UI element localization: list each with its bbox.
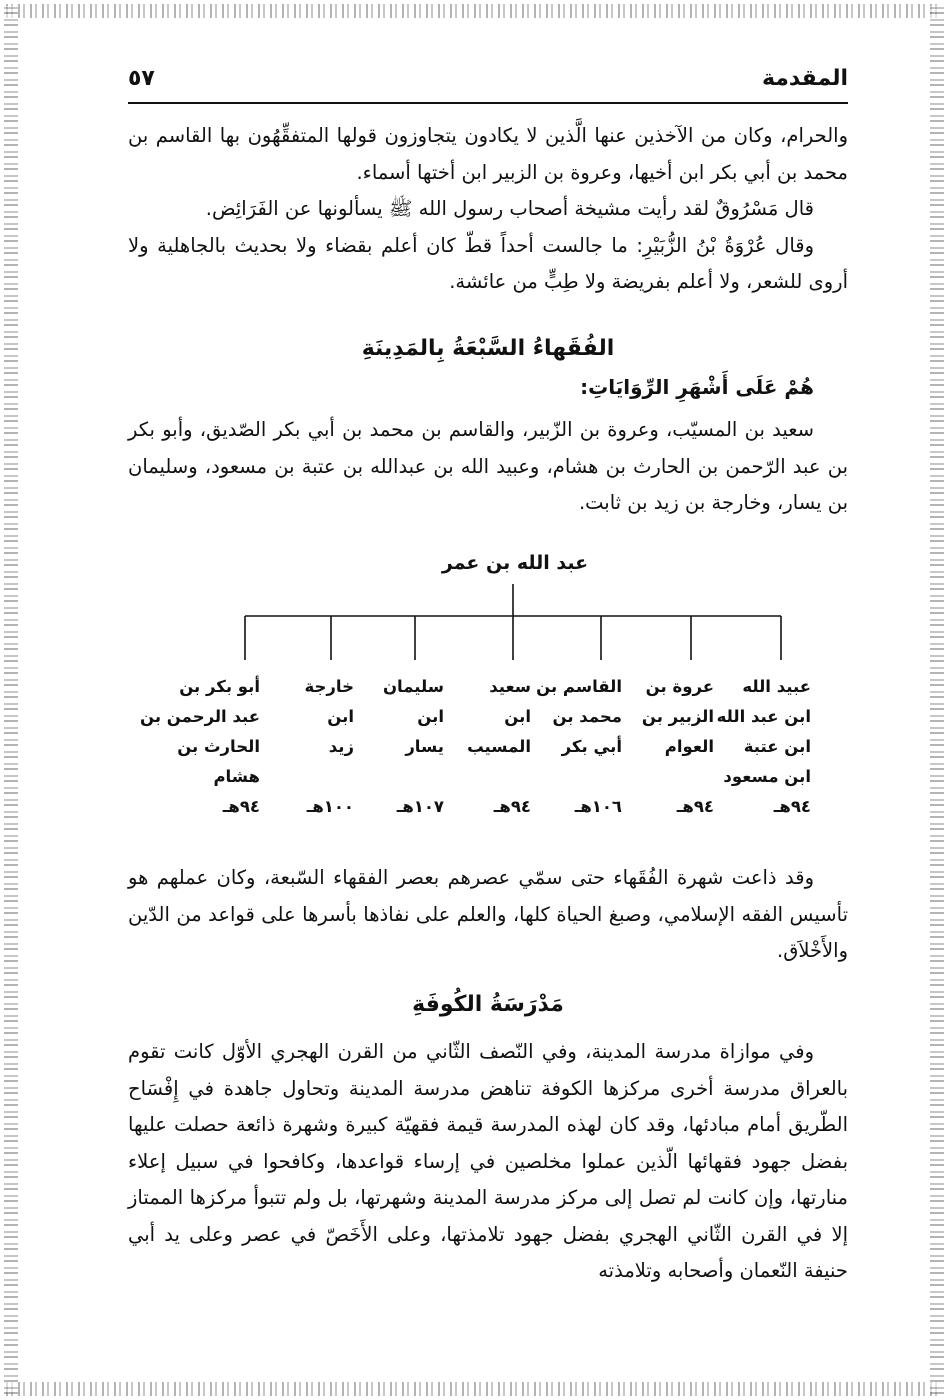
node-line: هشام	[213, 767, 260, 786]
node-line: يسار	[405, 737, 444, 756]
node-line: عبيد الله	[742, 677, 811, 696]
node-death-year: ٩٤هـ	[676, 797, 714, 816]
node-line: العوام	[664, 737, 714, 756]
node-line: سليمان	[382, 677, 444, 696]
paragraph-4: سعيد بن المسيّب، وعروة بن الزّبير، والقاسم بن محمد بن أبي بكر الصّديق، وأبو بكر بن عبد الرّحمن بن الحارث بن هشام، وعبيد الله بن عبدالله بن عتبة بن مسعود، وسليمان بن يسار، وخارجة بن زيد بن ثابت.	[128, 418, 848, 514]
jurist-node-6	[305, 672, 354, 822]
node-death-year: ٩٤هـ	[773, 797, 811, 816]
node-line: خارجة	[304, 677, 354, 696]
jurist-node-2	[642, 672, 714, 822]
header-title: المقدمة	[761, 66, 848, 91]
node-line: أبو بكر بن	[179, 677, 260, 696]
node-death-year: ٩٤هـ	[493, 797, 531, 816]
node-line: ابن	[417, 707, 444, 726]
node-line: سعيد	[489, 677, 531, 696]
node-line: ابن	[327, 707, 354, 726]
paragraph-3: وقال عُرْوَةُ بْنُ الزُّبَيْرِ: ما جالست أحداً قطّ كان أعلم بقضاء ولا بحديث بالجاهلية ولا أروى للشعر، ولا أعلم بفريضة ولا طِبٍّ من عائشة.	[128, 233, 848, 293]
section-heading-seven-jurists: الفُقَهاءُ السَّبْعَةُ بِالمَدِينَةِ	[361, 336, 615, 361]
jurist-node-5	[383, 672, 444, 822]
chart-root-label: عبد الله بن عمر	[441, 552, 589, 574]
node-line: ابن مسعود	[723, 767, 811, 786]
kufa-text	[128, 1034, 848, 1290]
node-line: ابن	[504, 707, 531, 726]
node-line: محمد بن	[552, 707, 622, 726]
paragraph-5: وقد ذاعت شهرة الفُقَهاء حتى سمّي عصرهم بعصر الفقهاء السّبعة، وكان عملهم هو تأسيس الفقه الإسلامي، وصبغ الحياة كلها، والعلم على نفاذها بأسرها على قواعد من الدّين والأَخْلاَق.	[128, 866, 848, 962]
subheading-narrations: هُمْ عَلَى أَشْهَرِ الرِّوَايَاتِ:	[580, 375, 814, 399]
jurist-node-3	[536, 672, 622, 822]
node-line: ابن عبد الله	[716, 707, 811, 726]
node-line: زيد	[328, 737, 354, 756]
paragraph-1: والحرام، وكان من الآخذين عنها الَّذين لا يكادون يتجاوزون قولها المتفقِّهُون بها القاسم بن محمد بن أبي بكر ابن أخيها، وعروة بن الزبير ابن أختها أسماء.	[128, 124, 848, 184]
node-death-year: ١٠٠هـ	[306, 797, 354, 816]
node-line: الزبير بن	[641, 707, 714, 726]
paragraph-2: قال مَسْرُوقٌ لقد رأيت مشيخة أصحاب رسول الله ﷺ يسألونها عن الفَرَائِض.	[205, 197, 814, 220]
page-number: ٥٧	[128, 66, 155, 91]
node-line: أبي بكر	[561, 737, 622, 756]
jurist-node-7	[140, 672, 260, 822]
node-line: عبد الرحمن بن	[140, 707, 260, 726]
node-line: القاسم بن	[536, 677, 622, 696]
jurist-node-1	[717, 672, 811, 822]
node-death-year: ١٠٧هـ	[396, 797, 444, 816]
node-line: الحارث بن	[177, 737, 260, 756]
node-line: عروة بن	[645, 677, 714, 696]
node-death-year: ٩٤هـ	[222, 797, 260, 816]
section-heading-kufa-school: مَدْرَسَةُ الكُوفَةِ	[412, 992, 564, 1017]
node-death-year: ١٠٦هـ	[574, 797, 622, 816]
paragraph-6: وفي موازاة مدرسة المدينة، وفي النّصف الثّاني من القرن الهجري الأوّل كانت تقوم بالعراق مدرسة أخرى مركزها الكوفة تناهض مدرسة المدينة وتحاول جاهدة في إِفْسَاح الطّريق أمام مبادئها، وقد كان لهذه المدرسة قيمة فقهيّة كبيرة وشهرة ذائعة حصلت عليها بفضل جهود فقهائها الّذين عملوا مخلصين في إرساء قواعدها، وكافحوا في سبيل إعلاء منارتها، وإن كانت لم تصل إلى مركز مدرسة المدينة وشهرتها، بل ولم تتبوأ مركزها الممتاز إلا في القرن الثّاني الهجري بفضل جهود تلامذتها، وعلى الأَخَصّ في عصر وعلى يد أبي حنيفة النّعمان وأصحابه وتلامذته	[128, 1040, 848, 1282]
node-line: المسيب	[467, 737, 531, 756]
node-line: ابن عتبة	[743, 737, 811, 756]
fame-text	[128, 860, 848, 970]
jurist-node-4	[467, 672, 531, 822]
